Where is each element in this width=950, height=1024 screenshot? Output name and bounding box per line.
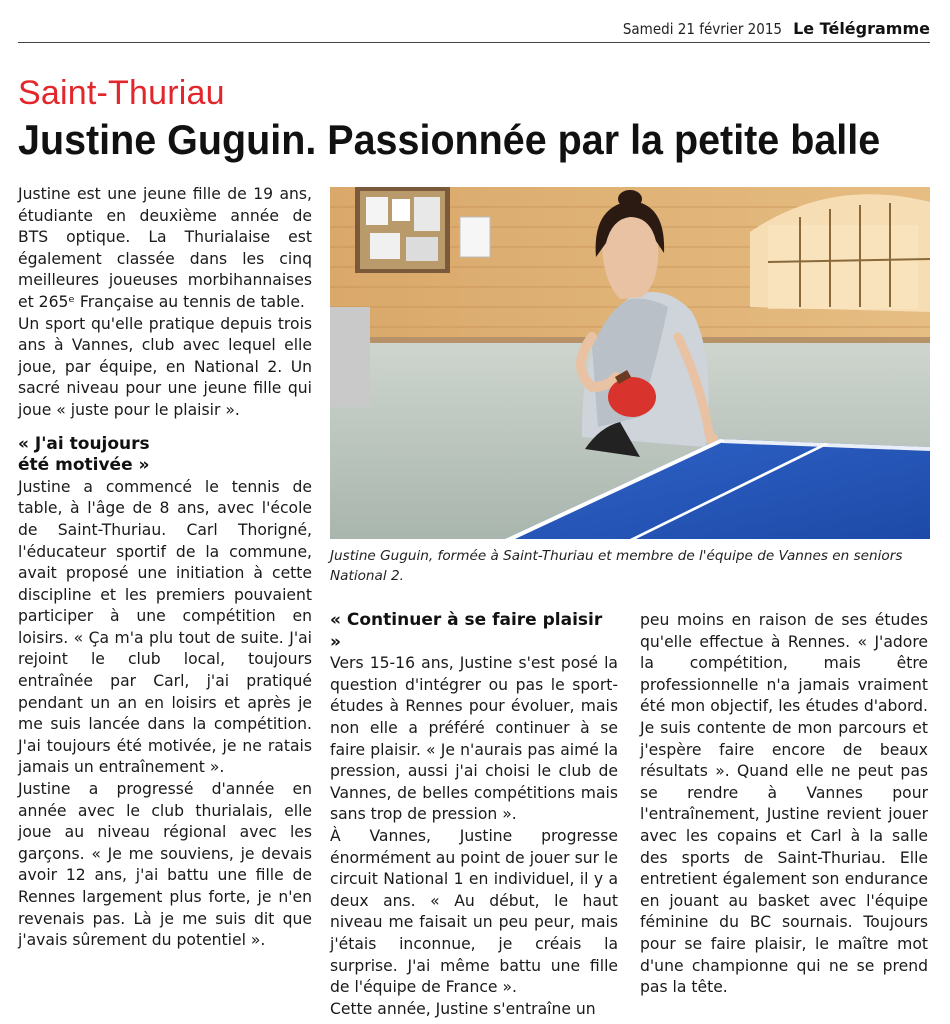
paragraph-progression: Justine a progressé d'année en année avec le club thurialais, elle joue au niveau régional avec les garçons. « Je me souviens, je devais avoir 12 ans, j'ai battu une fille de Rennes largement plus forte, je n'en revenais pas. Là je me suis dit que j'avais sûrement du potentiel ».	[18, 780, 312, 950]
newspaper-name: Le Télégramme	[793, 19, 930, 38]
article-column-2	[330, 610, 618, 1020]
article-kicker: Saint-Thuriau	[18, 74, 225, 112]
paragraph-intro: Justine est une jeune fille de 19 ans, étudiante en deuxième année de BTS optique. La Thurialaise est également classée dans les cinq meilleures joueuses morbihannaises et 265ᵉ Française au tennis de table.	[18, 185, 312, 311]
article-column-3	[640, 610, 928, 999]
issue-date: Samedi 21 février 2015	[622, 20, 782, 38]
subheading-motivee	[18, 434, 312, 477]
article-photo	[330, 187, 930, 539]
paragraph-sport-etudes: Vers 15-16 ans, Justine s'est posé la question d'intégrer ou pas le sport-études à Rennes pour évoluer, mais non elle a préféré continuer à se faire plaisir. « Je n'aurais pas aimé la pression, aussi j'ai choisi le club de Vannes, de belles compétitions mais sans trop de pression ».	[330, 654, 618, 824]
paragraph-etudes: peu moins en raison de ses études qu'elle effectue à Rennes. « J'adore la compétition, mais être professionnelle n'a jamais vraiment été mon objectif, les études d'abord. Je suis contente de mon parcours et j'espère faire encore de beaux résultats ». Quand elle ne peut pas se rendre à Vannes pour l'entraînement, Justine revient jouer avec les copains et Carl à la salle des sports de Saint-Thuriau. Elle entretient également son endurance en jouant au basket avec l'équipe féminine du BC sournais. Toujours pour se faire plaisir, le maître mot d'une championne qui ne se prend pas la tête.	[640, 611, 928, 997]
paragraph-debut: Justine a commencé le tennis de table, à l'âge de 8 ans, avec l'école de Saint-Thuriau. Carl Thorigné, l'éducateur sportif de la commune, avait proposé une initiation à cette discipline et les premiers pouvaient participer à une compétition en loisirs. « Ça m'a plu tout de suite. J'ai rejoint le club local, toujours entraînée par Carl, j'ai pratiqué pendant un an en loisirs et après je me suis lancée dans la compétition. J'ai toujours été motivée, je ne ratais jamais un entraînement ».	[18, 477, 312, 777]
page-header	[18, 0, 930, 43]
paragraph-vannes: À Vannes, Justine progresse énormément au point de jouer sur le circuit National 1 en individuel, il y a deux ans. « Au début, le haut niveau me faisait un peu peur, mais j'étais inconnue, je créais la surprise. J'ai même battu une fille de l'équipe de France ».	[330, 826, 618, 997]
subheading-line: « J'ai toujours	[18, 433, 150, 454]
article-headline: Justine Guguin. Passionnée par la petite balle	[18, 116, 881, 163]
paragraph-cette-annee: Cette année, Justine s'entraîne un	[330, 999, 596, 1018]
table-tennis-photo-illustration	[330, 187, 930, 539]
paragraph-club: Un sport qu'elle pratique depuis trois ans à Vannes, club avec lequel elle joue, par équipe, en National 2. Un sacré niveau pour une jeune fille qui joue « juste pour le plaisir ».	[18, 314, 312, 419]
subheading-line: été motivée »	[18, 455, 150, 476]
article-column-1	[18, 184, 312, 952]
photo-caption: Justine Guguin, formée à Saint-Thuriau et membre de l'équipe de Vannes en seniors National 2.	[330, 548, 903, 584]
subheading-plaisir: « Continuer à se faire plaisir »	[330, 610, 603, 652]
